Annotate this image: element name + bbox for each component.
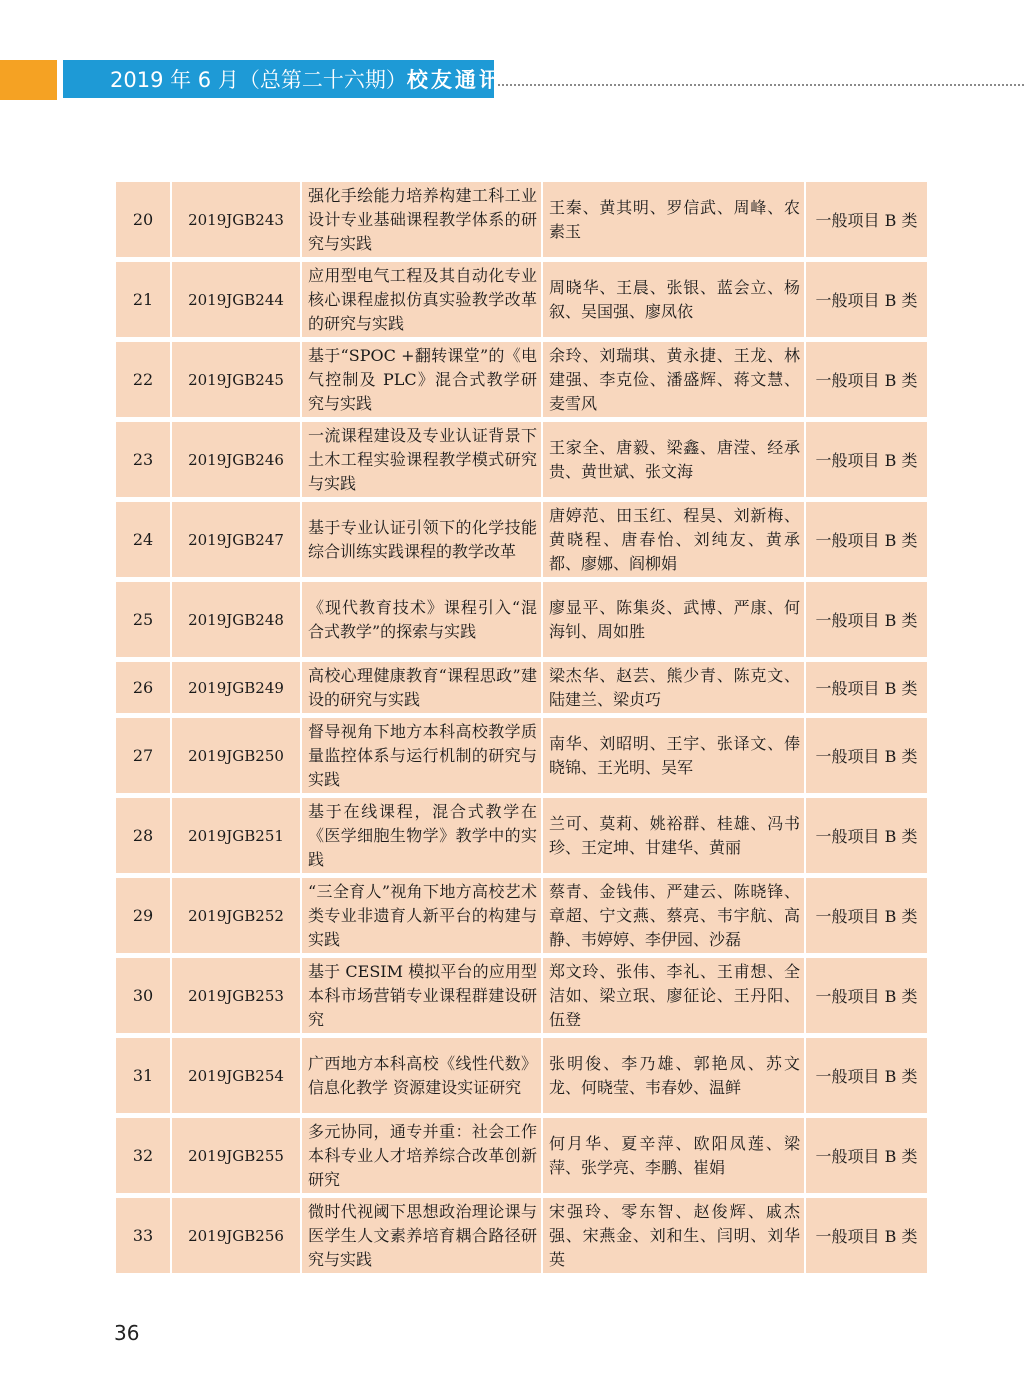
project-code: 2019JGB255	[170, 1118, 300, 1193]
project-category: 一般项目 B 类	[804, 582, 927, 657]
header-date-issue: 2019 年 6 月（总第二十六期）	[110, 68, 407, 92]
project-category: 一般项目 B 类	[804, 182, 927, 257]
project-category: 一般项目 B 类	[804, 1198, 927, 1273]
project-category: 一般项目 B 类	[804, 798, 927, 873]
row-number: 25	[132, 610, 154, 629]
project-members: 张明俊、李乃雄、郭艳凤、苏文龙、何晓莹、韦春妙、温鲜	[541, 1038, 804, 1113]
row-number: 20	[132, 210, 154, 229]
project-code: 2019JGB246	[170, 422, 300, 497]
project-title: 督导视角下地方本科高校教学质量监控体系与运行机制的研究与实践	[300, 718, 541, 793]
row-number: 29	[132, 906, 154, 925]
project-category: 一般项目 B 类	[804, 662, 927, 713]
project-title: 基于 CESIM 模拟平台的应用型本科市场营销专业课程群建设研究	[300, 958, 541, 1033]
project-title: “三全育人”视角下地方高校艺术类专业非遗育人新平台的构建与实践	[300, 878, 541, 953]
project-members: 周晓华、王晨、张银、蓝会立、杨叙、吴国强、廖凤依	[541, 262, 804, 337]
project-members: 何月华、夏辛萍、欧阳凤莲、梁萍、张学亮、李鹏、崔娟	[541, 1118, 804, 1193]
row-number: 30	[132, 986, 154, 1005]
table-row	[116, 718, 927, 793]
project-title: 强化手绘能力培养构建工科工业设计专业基础课程教学体系的研究与实践	[300, 182, 541, 257]
row-number: 27	[132, 746, 154, 765]
header-publication-title: 校友通讯	[406, 68, 503, 92]
table-row	[116, 958, 927, 1033]
project-title: 一流课程建设及专业认证背景下土木工程实验课程教学模式研究与实践	[300, 422, 541, 497]
table-row	[116, 798, 927, 873]
project-title: 基于在线课程，混合式教学在《医学细胞生物学》教学中的实践	[300, 798, 541, 873]
project-category: 一般项目 B 类	[804, 1118, 927, 1193]
project-category: 一般项目 B 类	[804, 718, 927, 793]
project-category: 一般项目 B 类	[804, 1038, 927, 1113]
project-code: 2019JGB244	[170, 262, 300, 337]
row-number: 31	[132, 1066, 154, 1085]
table-row	[116, 1118, 927, 1193]
project-table	[116, 182, 927, 1278]
project-members: 郑文玲、张伟、李礼、王甫想、全洁如、梁立珉、廖征论、王丹阳、伍登	[541, 958, 804, 1033]
table-row	[116, 1198, 927, 1273]
table-row	[116, 422, 927, 497]
table-row	[116, 582, 927, 657]
row-number: 23	[132, 450, 154, 469]
project-code: 2019JGB256	[170, 1198, 300, 1273]
project-code: 2019JGB249	[170, 662, 300, 713]
project-category: 一般项目 B 类	[804, 958, 927, 1033]
row-number: 33	[132, 1226, 154, 1245]
table-row	[116, 262, 927, 337]
project-members: 王秦、黄其明、罗信武、周峰、农素玉	[541, 182, 804, 257]
header-banner	[63, 60, 503, 98]
project-category: 一般项目 B 类	[804, 342, 927, 417]
project-category: 一般项目 B 类	[804, 422, 927, 497]
project-category: 一般项目 B 类	[804, 878, 927, 953]
project-title: 高校心理健康教育“课程思政”建设的研究与实践	[300, 662, 541, 713]
project-title: 应用型电气工程及其自动化专业核心课程虚拟仿真实验教学改革的研究与实践	[300, 262, 541, 337]
project-code: 2019JGB252	[170, 878, 300, 953]
table-row	[116, 878, 927, 953]
project-code: 2019JGB250	[170, 718, 300, 793]
project-title: 广西地方本科高校《线性代数》信息化教学 资源建设实证研究	[300, 1038, 541, 1113]
project-title: 基于“SPOC +翻转课堂”的《电气控制及 PLC》混合式教学研究与实践	[300, 342, 541, 417]
header-dotted-rule	[498, 84, 1024, 86]
project-category: 一般项目 B 类	[804, 502, 927, 577]
row-number: 32	[132, 1146, 154, 1165]
project-category: 一般项目 B 类	[804, 262, 927, 337]
project-members: 兰可、莫莉、姚裕群、桂雄、冯书珍、王定坤、甘建华、黄丽	[541, 798, 804, 873]
project-title: 多元协同，通专并重：社会工作本科专业人才培养综合改革创新研究	[300, 1118, 541, 1193]
project-code: 2019JGB245	[170, 342, 300, 417]
row-number: 24	[132, 530, 154, 549]
page-number: 36	[114, 1321, 140, 1345]
project-members: 唐婷范、田玉红、程昊、刘新梅、黄晓程、唐春怡、刘纯友、黄承都、廖娜、阎柳娟	[541, 502, 804, 577]
table-row	[116, 182, 927, 257]
project-code: 2019JGB243	[170, 182, 300, 257]
table-row	[116, 502, 927, 577]
project-members: 蔡青、金钱伟、严建云、陈晓锋、章超、宁文燕、蔡亮、韦宇航、高静、韦婷婷、李伊园、沙磊	[541, 878, 804, 953]
project-title: 基于专业认证引领下的化学技能综合训练实践课程的教学改革	[300, 502, 541, 577]
project-code: 2019JGB251	[170, 798, 300, 873]
project-code: 2019JGB253	[170, 958, 300, 1033]
project-members: 王家全、唐毅、梁鑫、唐滢、经承贵、黄世斌、张文海	[541, 422, 804, 497]
project-members: 南华、刘昭明、王宇、张译文、俸晓锦、王光明、吴军	[541, 718, 804, 793]
table-row	[116, 662, 927, 713]
row-number: 26	[132, 678, 154, 697]
row-number: 28	[132, 826, 154, 845]
project-title: 微时代视阈下思想政治理论课与医学生人文素养培育耦合路径研究与实践	[300, 1198, 541, 1273]
project-code: 2019JGB248	[170, 582, 300, 657]
row-number: 22	[132, 370, 154, 389]
table-row	[116, 342, 927, 417]
table-row	[116, 1038, 927, 1113]
project-code: 2019JGB254	[170, 1038, 300, 1113]
project-members: 廖显平、陈集炎、武博、严康、何海钊、周如胜	[541, 582, 804, 657]
project-members: 宋强玲、零东智、赵俊辉、戚杰强、宋燕金、刘和生、闫明、刘华英	[541, 1198, 804, 1273]
project-code: 2019JGB247	[170, 502, 300, 577]
project-title: 《现代教育技术》课程引入“混合式教学”的探索与实践	[300, 582, 541, 657]
row-number: 21	[132, 290, 154, 309]
header-orange-block	[0, 60, 57, 100]
project-members: 梁杰华、赵芸、熊少青、陈克文、陆建兰、梁贞巧	[541, 662, 804, 713]
project-members: 余玲、刘瑞琪、黄永捷、王龙、林建强、李克俭、潘盛辉、蒋文慧、麦雪风	[541, 342, 804, 417]
